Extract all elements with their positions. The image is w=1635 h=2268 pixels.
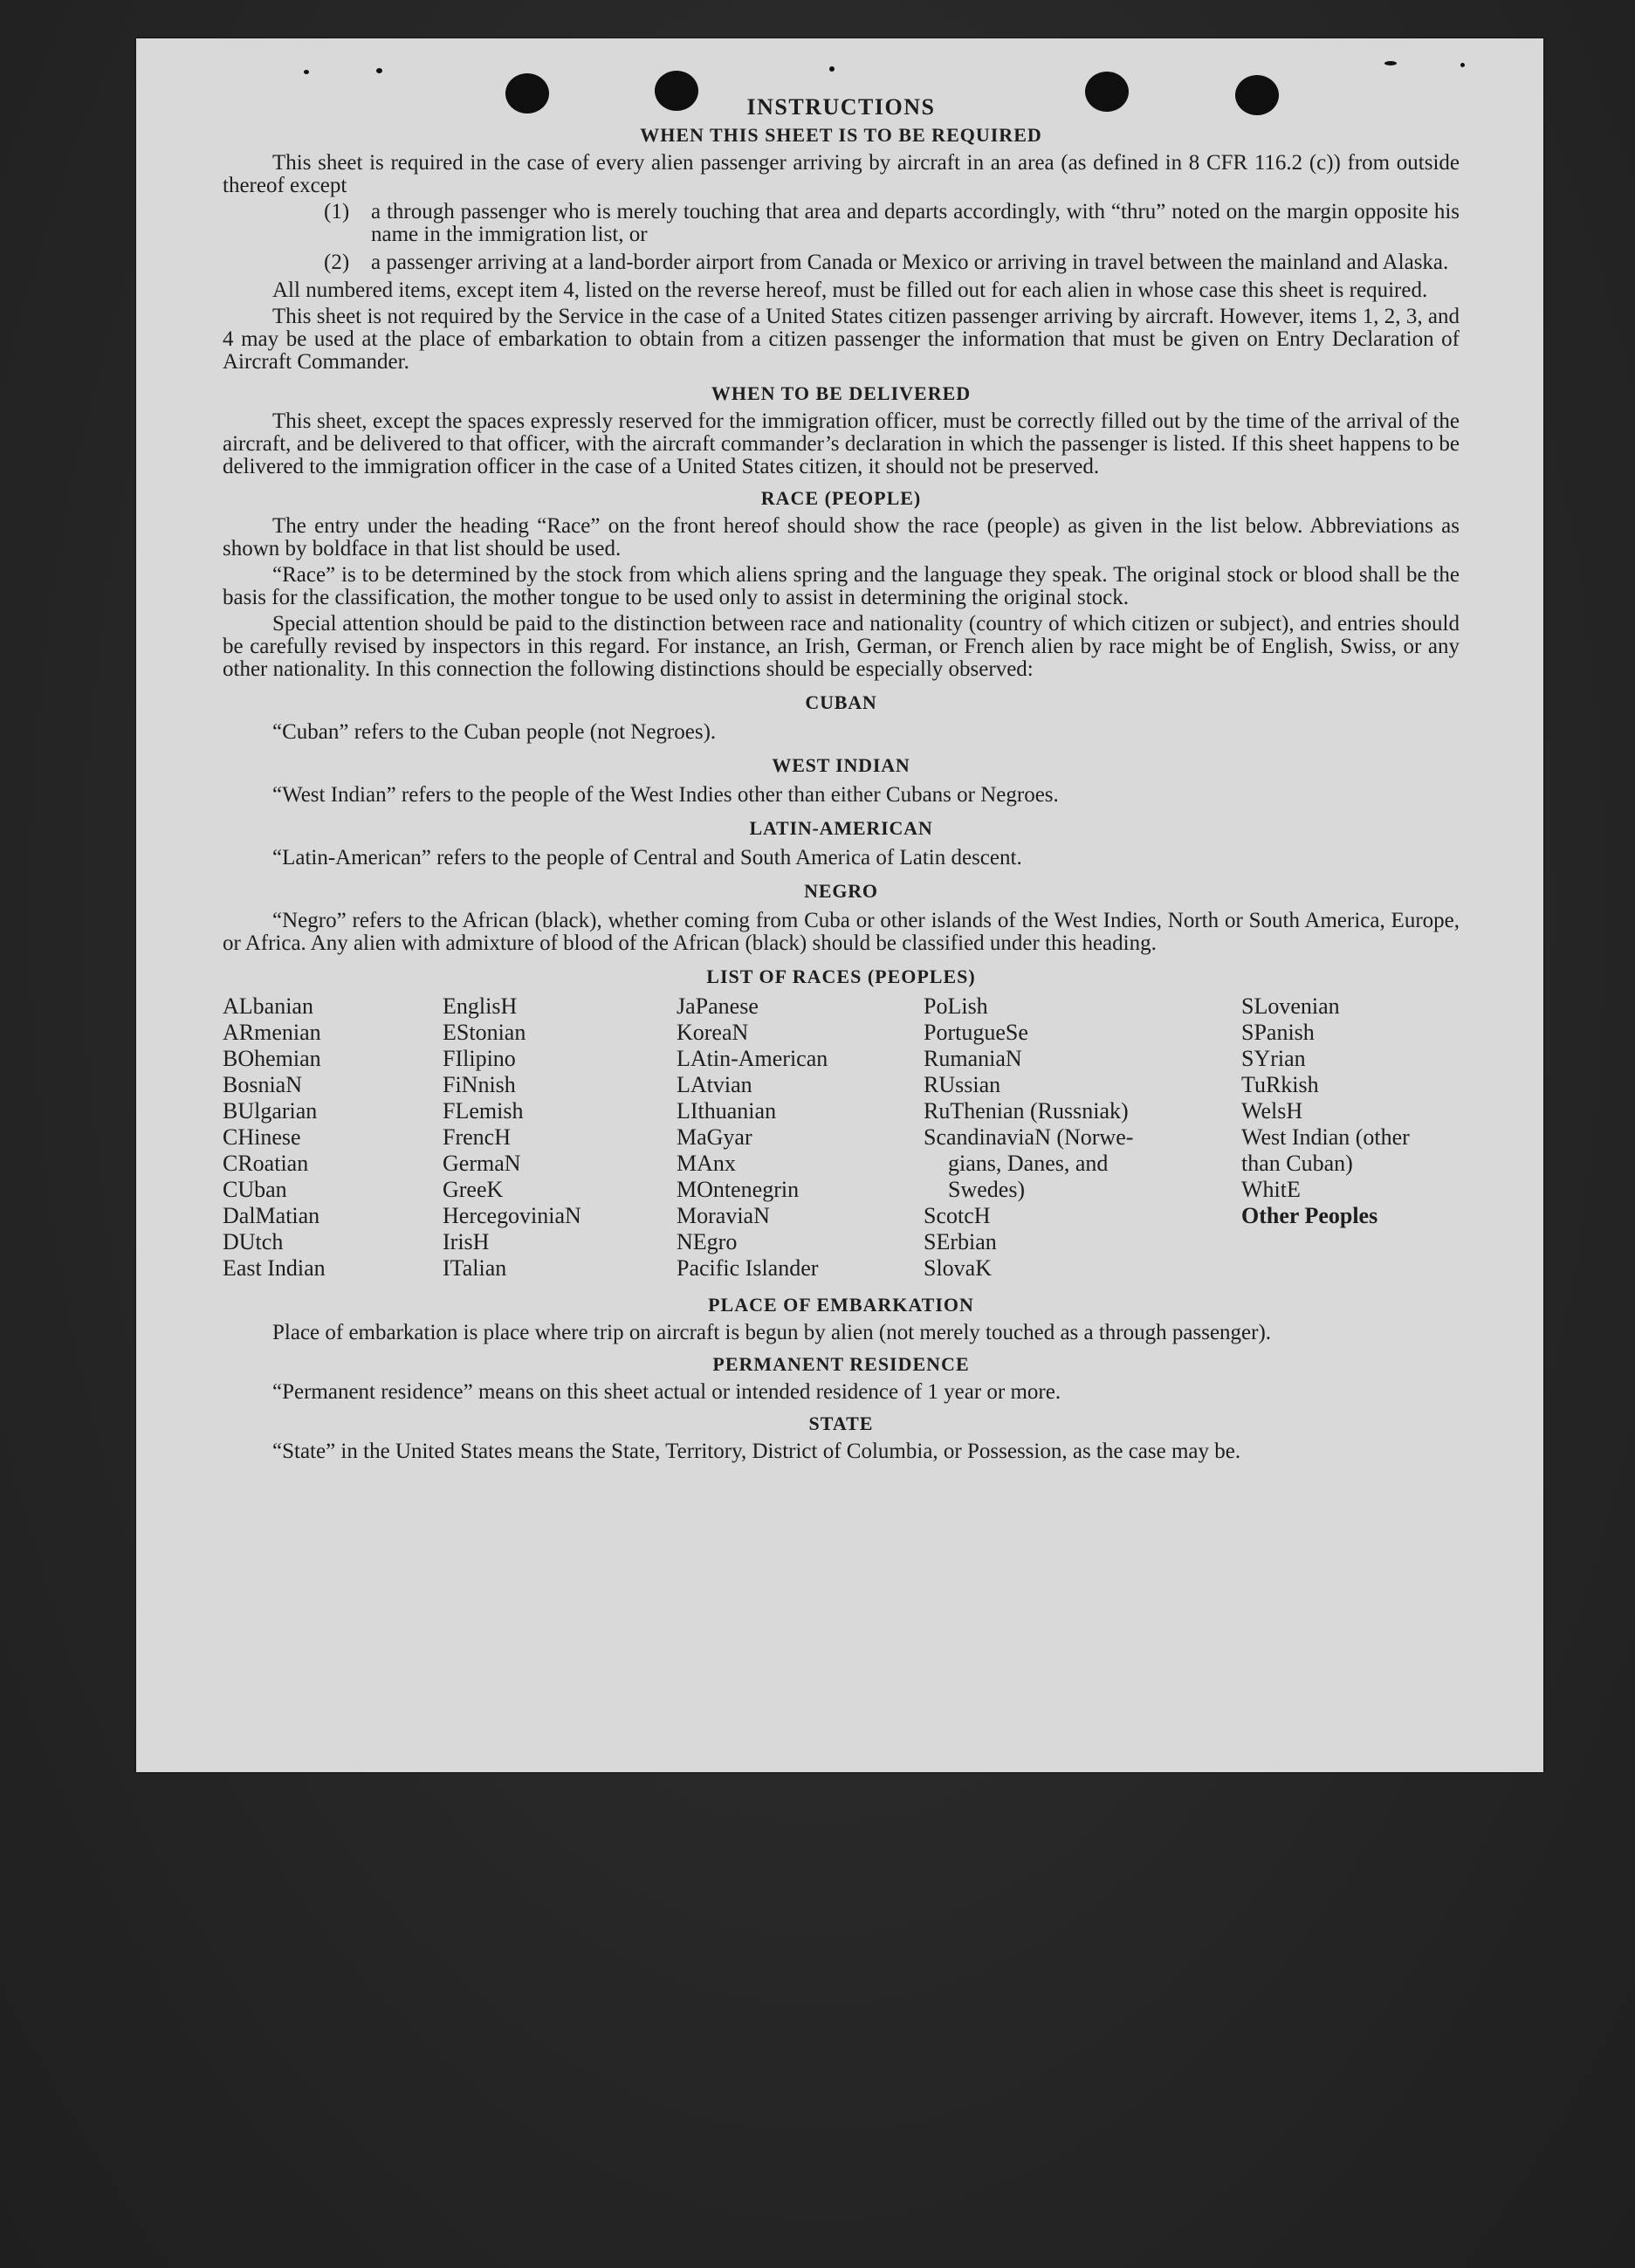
race-entry: ScotcH <box>924 1203 991 1228</box>
race-entry: WelsH <box>1241 1098 1303 1124</box>
race-entry: SLovenian <box>1241 993 1340 1019</box>
residence-definition: “Permanent residence” means on this sheet actual or intended residence of 1 year or more. <box>272 1380 1061 1404</box>
embarkation-definition: Place of embarkation is place where trip on aircraft is begun by alien (not merely touched as a through passenger). <box>272 1321 1272 1344</box>
races-list <box>223 993 1460 1282</box>
race-entry: East Indian <box>223 1255 326 1281</box>
section-heading-required: WHEN THIS SHEET IS TO BE REQUIRED <box>640 124 1042 146</box>
race-entry: GermaN <box>443 1151 521 1176</box>
speck <box>304 70 309 74</box>
race-paragraph-1: The entry under the heading “Race” on the front hereof should show the race (people) as given in the list below. Abbreviations as shown by boldface in that list should be used. <box>223 514 1460 560</box>
cuban-definition: “Cuban” refers to the Cuban people (not Negroes). <box>272 720 717 744</box>
race-entry: MOntenegrin <box>677 1177 800 1202</box>
race-entry: IrisH <box>443 1229 490 1254</box>
state-definition: “State” in the United States means the State, Territory, District of Columbia, or Possession, as the case may be. <box>272 1440 1241 1463</box>
section-heading-latin-american: LATIN-AMERICAN <box>749 817 933 839</box>
race-entry: WhitE <box>1241 1177 1301 1202</box>
section-heading-embarkation: PLACE OF EMBARKATION <box>708 1294 974 1316</box>
exception-item-1 <box>223 201 1460 246</box>
race-entry: FiNnish <box>443 1072 516 1097</box>
race-entry: EStonian <box>443 1020 526 1045</box>
race-entry: KoreaN <box>677 1020 749 1045</box>
race-entry: SPanish <box>1241 1020 1315 1045</box>
race-entry: JaPanese <box>677 993 759 1019</box>
document-page <box>136 38 1543 1772</box>
race-entry: FIlipino <box>443 1046 516 1071</box>
race-entry: MAnx <box>677 1151 736 1176</box>
speck <box>1460 63 1465 67</box>
race-entry: BosniaN <box>223 1072 302 1097</box>
race-entry-continued: gians, Danes, and <box>948 1151 1109 1176</box>
required-intro: This sheet is required in the case of every alien passenger arriving by aircraft in an area (as defined in 8 CFR 116.2 (c)) from outside thereof except <box>223 151 1460 197</box>
race-entry: Pacific Islander <box>677 1255 819 1281</box>
race-entry: ALbanian <box>223 993 313 1019</box>
required-paragraph-2: All numbered items, except item 4, listed on the reverse hereof, must be filled out for each alien in whose case this sheet is required. <box>272 278 1428 302</box>
race-entry: TuRkish <box>1241 1072 1319 1097</box>
race-entry: FrencH <box>443 1124 511 1150</box>
exception-item-2 <box>223 251 1460 274</box>
race-entry: RUssian <box>924 1072 1001 1097</box>
delivered-paragraph: This sheet, except the spaces expressly reserved for the immigration officer, must be correctly filled out by the time of the arrival of the aircraft, and be delivered to that officer, with the aircraft commander’s declaration in which the passenger is listed. If this sheet happens to be delivered to the immigration officer in the case of a United States citizen, it should not be preserved. <box>223 409 1460 478</box>
speck <box>376 68 382 73</box>
race-entry-continued: Swedes) <box>948 1177 1026 1202</box>
race-entry: SYrian <box>1241 1046 1306 1071</box>
section-heading-negro: NEGRO <box>804 880 878 902</box>
speck <box>829 66 835 72</box>
race-entry: BOhemian <box>223 1046 321 1071</box>
race-entry: LIthuanian <box>677 1098 777 1124</box>
races-column-3 <box>677 993 924 1282</box>
section-heading-list-of-races: LIST OF RACES (PEOPLES) <box>706 966 976 987</box>
race-entry-continued: than Cuban) <box>1241 1151 1353 1176</box>
race-entry: FLemish <box>443 1098 524 1124</box>
race-paragraph-2: “Race” is to be determined by the stock from which aliens spring and the language they speak. The original stock or blood shall be the basis for the classification, the mother tongue to be used only to assist in determining the original stock. <box>223 563 1460 609</box>
section-heading-west-indian: WEST INDIAN <box>772 754 910 776</box>
latin-american-definition: “Latin-American” refers to the people of Central and South America of Latin descent. <box>272 846 1022 869</box>
race-entry: PoLish <box>924 993 988 1019</box>
required-paragraph-3: This sheet is not required by the Service in the case of a United States citizen passenger arriving by aircraft. However, items 1, 2, 3, and 4 may be used at the place of embarkation to obtain from a citizen passenger the information that must be given on Entry Declaration of Aircraft Commander. <box>223 305 1460 374</box>
race-entry: CUban <box>223 1177 287 1202</box>
west-indian-definition: “West Indian” refers to the people of the West Indies other than either Cubans or Negroes. <box>272 783 1059 807</box>
section-heading-delivered: WHEN TO BE DELIVERED <box>711 382 972 404</box>
negro-definition: “Negro” refers to the African (black), whether coming from Cuba or other islands of the West Indies, North or South America, Europe, or Africa. Any alien with admixture of blood of the African (black) should be classified under this heading. <box>223 909 1460 955</box>
section-heading-state: STATE <box>808 1412 874 1434</box>
page-title: INSTRUCTIONS <box>746 94 936 120</box>
race-entry: ARmenian <box>223 1020 321 1045</box>
race-entry: MoraviaN <box>677 1203 770 1228</box>
race-entry: West Indian (other <box>1241 1124 1410 1150</box>
race-entry: RumaniaN <box>924 1046 1022 1071</box>
race-entry: RuThenian (Russniak) <box>924 1098 1129 1124</box>
race-entry: NEgro <box>677 1229 738 1254</box>
race-entry: DUtch <box>223 1229 284 1254</box>
item-text: a through passenger who is merely touching that area and departs accordingly, with “thru” noted on the margin opposite his name in the immigration list, or <box>371 200 1460 246</box>
section-heading-residence: PERMANENT RESIDENCE <box>712 1353 970 1375</box>
instructions-content <box>223 96 1460 1467</box>
race-entry: CRoatian <box>223 1151 309 1176</box>
race-entry: MaGyar <box>677 1124 752 1150</box>
races-column-2 <box>443 993 677 1282</box>
race-entry: GreeK <box>443 1177 504 1202</box>
section-heading-cuban: CUBAN <box>805 691 877 713</box>
race-entry: SErbian <box>924 1229 997 1254</box>
section-heading-race: RACE (PEOPLE) <box>760 487 922 509</box>
race-entry: LAtvian <box>677 1072 752 1097</box>
item-number: (2) <box>324 251 350 274</box>
race-entry: EnglisH <box>443 993 518 1019</box>
race-entry: CHinese <box>223 1124 301 1150</box>
race-entry: DalMatian <box>223 1203 320 1228</box>
races-column-1 <box>223 993 443 1282</box>
races-column-4 <box>924 993 1241 1282</box>
race-entry: ITalian <box>443 1255 507 1281</box>
races-column-5 <box>1241 993 1460 1282</box>
race-entry: PortugueSe <box>924 1020 1028 1045</box>
race-entry: SlovaK <box>924 1255 992 1281</box>
race-entry: ScandinaviaN (Norwe- <box>924 1124 1134 1150</box>
speck <box>1384 61 1397 65</box>
item-text: a passenger arriving at a land-border airport from Canada or Mexico or arriving in travel between the mainland and Alaska. <box>371 251 1449 274</box>
race-entry: LAtin-American <box>677 1046 828 1071</box>
race-paragraph-3: Special attention should be paid to the distinction between race and nationality (country of which citizen or subject), and entries should be carefully revised by inspectors in this regard. For instance, an Irish, German, or French alien by race might be of English, Swiss, or any other nationality. In this connection the following distinctions should be especially observed: <box>223 612 1460 681</box>
race-entry: BUlgarian <box>223 1098 318 1124</box>
race-entry: Other Peoples <box>1241 1203 1378 1228</box>
item-number: (1) <box>324 200 350 223</box>
race-entry: HercegoviniaN <box>443 1203 581 1228</box>
